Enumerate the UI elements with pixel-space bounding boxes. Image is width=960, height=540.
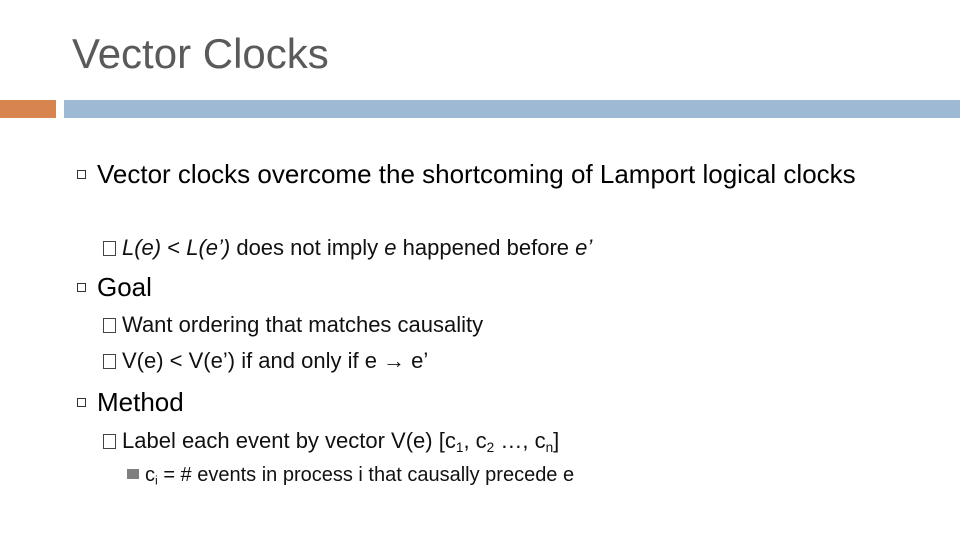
bullet-text: Method — [97, 387, 184, 417]
less-than: < — [161, 235, 187, 260]
phrase-happened-before: happened before — [396, 235, 576, 260]
vector-close: ] — [553, 428, 560, 453]
vector-sep-2: …, c — [494, 428, 546, 453]
bullet-method — [97, 385, 887, 420]
e2-term: e’ — [575, 235, 593, 260]
le-term: L(e) — [122, 235, 162, 260]
subbullet-text: Want ordering that matches causality — [122, 312, 484, 337]
vector-sep-1: , c — [463, 428, 487, 453]
subscript-i: i — [155, 473, 158, 488]
square-bullet-icon — [77, 170, 86, 179]
square-bullet-icon — [77, 283, 86, 292]
subbullet-ordering — [103, 310, 483, 340]
subscript-n: n — [545, 440, 554, 456]
bullet-vector-clocks — [97, 157, 887, 192]
ci-description: = # events in process i that causally precede e — [157, 464, 575, 486]
vector-text-start: Label each event by vector V(e) [c — [122, 428, 456, 453]
subbullet-text: V(e) < V(e’) if and only if e → e’ — [122, 348, 429, 373]
box-bullet-icon — [103, 354, 116, 369]
filled-square-bullet-icon — [127, 469, 139, 479]
box-bullet-icon — [103, 241, 116, 256]
subscript-1: 1 — [455, 440, 464, 456]
subbullet-lamport-limitation — [103, 233, 592, 263]
subbullet-label-events — [103, 426, 559, 456]
c-term: c — [145, 464, 155, 486]
bullet-text: Goal — [97, 272, 152, 302]
phrase-not-imply: does not imply — [230, 235, 385, 260]
box-bullet-icon — [103, 318, 116, 333]
box-bullet-icon — [103, 434, 116, 449]
slide-title: Vector Clocks — [72, 30, 329, 77]
bullet-goal — [97, 270, 887, 305]
bullet-text: Vector clocks overcome the shortcoming of Lamport logical clocks — [97, 159, 856, 189]
square-bullet-icon — [77, 398, 86, 407]
title-rule-bar — [64, 100, 960, 118]
le2-term: L(e’) — [186, 235, 231, 260]
subscript-2: 2 — [486, 440, 495, 456]
subsub-ci-definition — [127, 461, 574, 489]
title-accent-bar — [0, 100, 56, 118]
e-term: e — [384, 235, 397, 260]
subbullet-iff — [103, 346, 428, 376]
